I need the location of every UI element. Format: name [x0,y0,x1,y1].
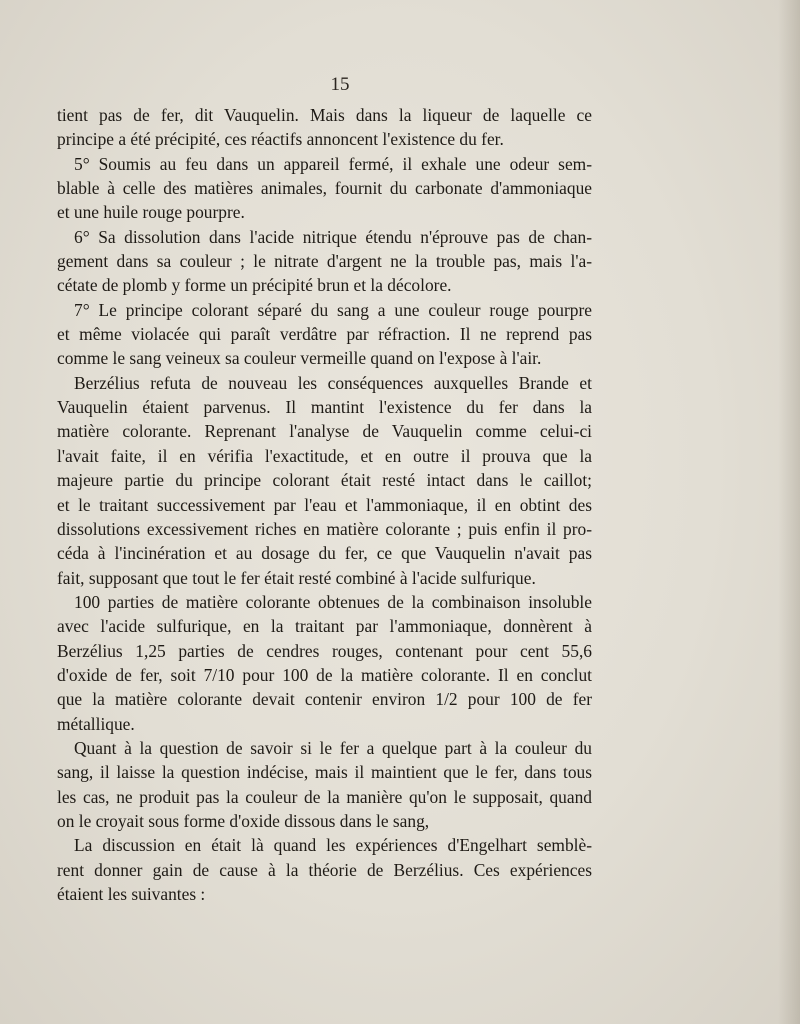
text-line: Berzélius refuta de nouveau les conséquences auxquelles Brande et [74,372,592,393]
text-line: fait, supposant que tout le fer était resté combiné à l'acide sulfurique. [57,567,536,588]
text-line: dissolutions excessivement riches en matière colorante ; puis enfin il pro- [57,518,592,539]
text-line: 7° Le principe colorant séparé du sang a une couleur rouge pourpre [74,299,592,320]
text-line: les cas, ne produit pas la couleur de la manière qu'on le supposait, quand [57,786,592,807]
body-text [57,103,592,906]
text-line: tient pas de fer, dit Vauquelin. Mais dans la liqueur de laquelle ce [57,105,592,125]
text-line: céda à l'incinération et au dosage du fer, ce que Vauquelin n'avait pas [57,543,592,564]
text-line: Vauquelin étaient parvenus. Il mantint l'existence du fer dans la [57,397,592,418]
text-line: comme le sang veineux sa couleur vermeille quand on l'expose à l'air. [57,348,542,369]
text-line: et même violacée qui paraît verdâtre par réfraction. Il ne reprend pas [57,324,592,345]
text-line: sang, il laisse la question indécise, mais il maintient que le fer, dans tous [57,762,592,783]
text-line: Berzélius 1,25 parties de cendres rouges, contenant pour cent 55,6 [57,640,592,661]
text-line: l'avait faite, il en vérifia l'exactitude, et en outre il prouva que la [57,445,592,466]
text-line: et le traitant successivement par l'eau et l'ammoniaque, il en obtint des [57,494,592,515]
text-line: on le croyait sous forme d'oxide dissous dans le sang, [57,810,430,831]
text-line: blable à celle des matières animales, fournit du carbonate d'ammoniaque [57,178,592,199]
text-line: et une huile rouge pourpre. [57,202,245,223]
text-line: gement dans sa couleur ; le nitrate d'argent ne la trouble pas, mais l'a- [57,251,592,272]
text-line: matière colorante. Reprenant l'analyse de Vauquelin comme celui-ci [57,421,592,442]
page-number: 15 [330,74,350,95]
page-edge-shadow [778,0,800,1024]
text-line: 5° Soumis au feu dans un appareil fermé, il exhale une odeur sem- [74,153,592,174]
text-line: principe a été précipité, ces réactifs annoncent l'existence du fer. [57,129,504,150]
text-line: Quant à la question de savoir si le fer a quelque part à la couleur du [74,737,592,758]
text-line: avec l'acide sulfurique, en la traitant par l'ammoniaque, donnèrent à [57,616,592,637]
text-line: majeure partie du principe colorant était resté intact dans le caillot; [57,470,592,491]
text-line: La discussion en était là quand les expériences d'Engelhart semblè- [74,835,592,856]
text-line: étaient les suivantes : [57,884,206,904]
text-line: métallique. [57,713,135,734]
text-line: d'oxide de fer, soit 7/10 pour 100 de la matière colorante. Il en conclut [57,664,592,685]
text-line: 6° Sa dissolution dans l'acide nitrique étendu n'éprouve pas de chan- [74,226,592,247]
text-line: que la matière colorante devait contenir environ 1/2 pour 100 de fer [57,689,592,710]
text-line: 100 parties de matière colorante obtenues de la combinaison insoluble [74,591,592,612]
text-line: cétate de plomb y forme un précipité brun et la décolore. [57,275,452,296]
text-line: rent donner gain de cause à la théorie de Berzélius. Ces expériences [57,859,592,880]
